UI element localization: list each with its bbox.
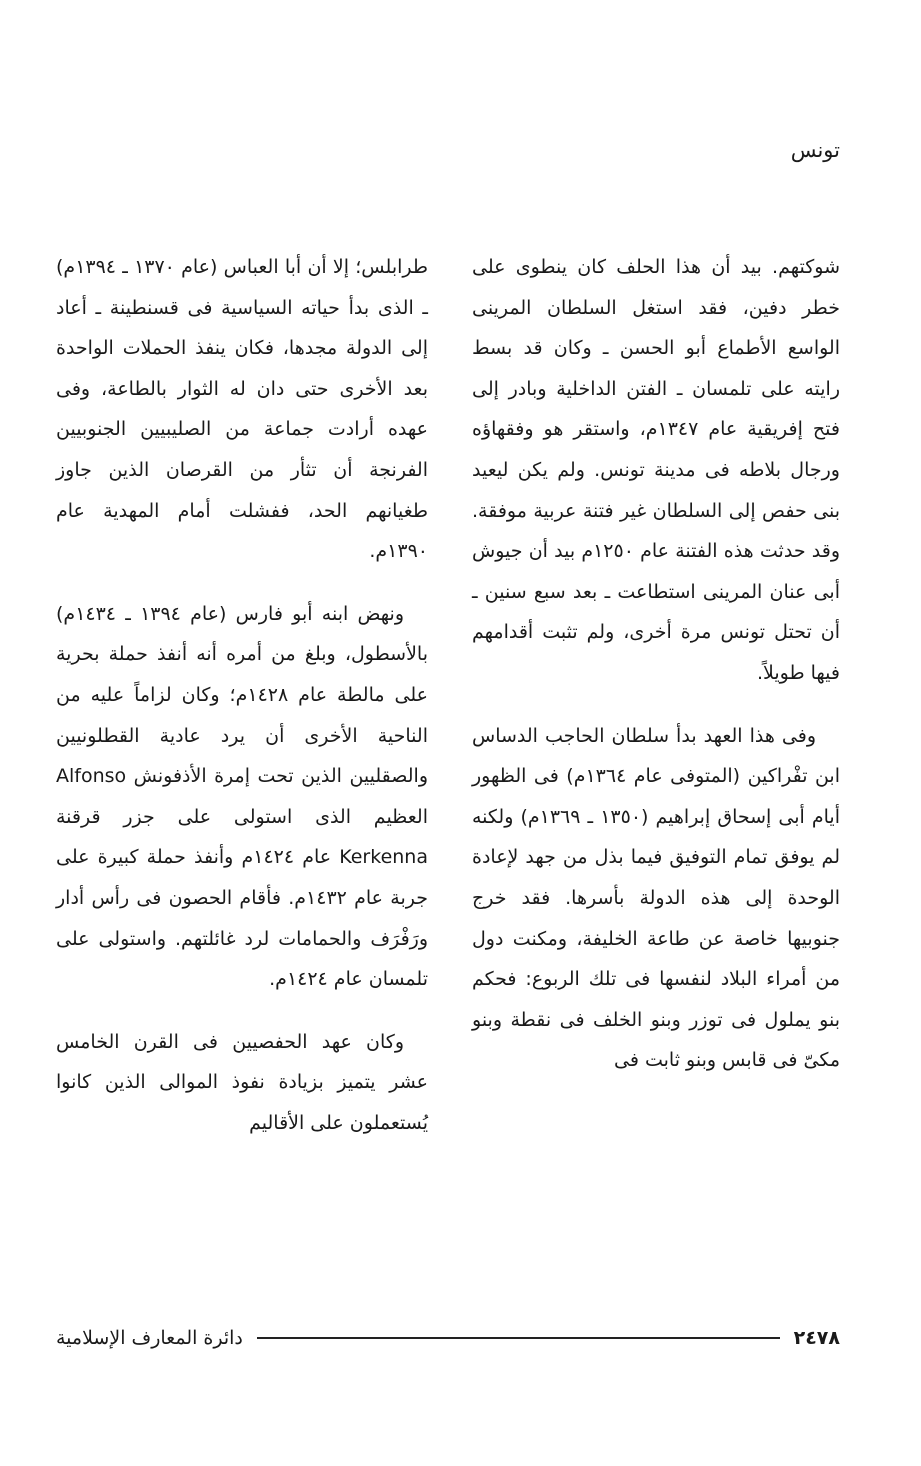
publication-title: دائرة المعارف الإسلامية xyxy=(56,1327,243,1349)
footer-rule xyxy=(257,1337,780,1339)
paragraph: وكان عهد الحفصيين فى القرن الخامس عشر يتميز بزيادة نفوذ الموالى الذين كانوا يُستعملون على الأقاليم xyxy=(56,1030,428,1134)
paragraph: شوكتهم. بيد أن هذا الحلف كان ينطوى على خطر دفين، فقد استغل السلطان المرينى الواسع الأطماع أبو الحسن ـ وكان قد بسط رايته على تلمسان ـ الفتن الداخلية وبادر إلى فتح إفريقية عام ١٣٤٧م، واستقر هو وفقهاؤه ورجال بلاطه فى مدينة تونس. ولم يكن ليعيد بنى حفص إلى السلطان غير فتنة عربية موفقة. وقد حدثت هذه الفتنة عام ١٢٥٠م بيد أن جيوش أبى عنان المرينى استطاعت ـ بعد سبع سنين ـ أن تحتل تونس مرة أخرى، ولم تثبت أقدامهم فيها طويلاً. xyxy=(472,256,840,684)
paragraph: طرابلس؛ إلا أن أبا العباس (عام ١٣٧٠ ـ ١٣٩٤م) ـ الذى بدأ حياته السياسية فى قسنطينة ـ أعاد إلى الدولة مجدها، فكان ينفذ الحملات الواحدة بعد الأخرى حتى دان له الثوار بالطاعة، وفى عهده أرادت جماعة من الصليبيين الجنوبيين الفرنجة أن تثأر من القرصان الذين جاوز طغيانهم الحد، ففشلت أمام المهدية عام ١٣٩٠م. xyxy=(56,256,428,563)
running-title: تونس xyxy=(790,138,840,162)
paragraph: ونهض ابنه أبو فارس (عام ١٣٩٤ ـ ١٤٣٤م) بالأسطول، وبلغ من أمره أنه أنفذ حملة بحرية على مالطة عام ١٤٢٨م؛ وكان لزاماً عليه من الناحية الأخرى أن يرد عادية القطلونيين والصقليين الذين تحت إمرة الأذفونش Alfonso العظيم الذى استولى على جزر قرقنة Kerkenna عام ١٤٢٤م وأنفذ حملة كبيرة على جربة عام ١٤٣٢م. فأقام الحصون فى رأس أدار ورَفْرَف والحمامات لرد غائلتهم. واستولى على تلمسان عام ١٤٢٤م. xyxy=(56,602,429,991)
left-column xyxy=(56,247,428,1165)
page-number: ٢٤٧٨ xyxy=(793,1327,840,1349)
paragraph: وفى هذا العهد بدأ سلطان الحاجب الدساس ابن تفْراكين (المتوفى عام ١٣٦٤م) فى الظهور أيام أبى إسحاق إبراهيم (١٣٥٠ ـ ١٣٦٩م) ولكنه لم يوفق تمام التوفيق فيما بذل من جهد لإعادة الوحدة إلى هذه الدولة بأسرها. فقد خرج جنوبيها خاصة عن طاعة الخليفة، ومكنت دول من أمراء البلاد لنفسها فى تلك الربوع: فحكم بنو يملول فى توزر وبنو الخلف فى نقطة وبنو مكىّ فى قابس وبنو ثابت فى xyxy=(472,724,840,1072)
page-footer xyxy=(56,1323,840,1353)
right-column xyxy=(472,247,840,1103)
